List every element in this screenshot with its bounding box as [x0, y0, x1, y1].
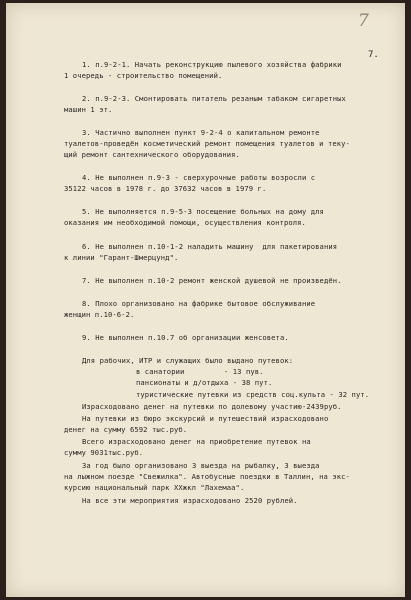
item-1-line-2: 1 очередь - строительство помещений. [64, 71, 223, 80]
paragraph-total-line-1: Всего израсходовано денег на приобретение путевок на [82, 437, 311, 446]
item-4-line-2: 35122 часов в 1978 г. до 37632 часов в 1979 г. [64, 184, 267, 193]
paragraph-shared-cost: Израсходовано денег на путевки по долевому участию-2439руб. [82, 402, 342, 411]
document-page [6, 3, 405, 597]
item-9-line-1: 9. Не выполнен п.10.7 об организации женсовета. [82, 333, 289, 342]
item-3-line-1: 3. Частично выполнен пункт 9-2-4 о капитальном ремонте [82, 128, 320, 137]
paragraph-bureau-line-2: денег на сумму 6592 тыс.руб. [64, 425, 188, 434]
voucher-row-sanatorium: в санатории - 13 пув. [136, 367, 264, 376]
item-4-line-1: 4. Не выполнен п.9-3 - сверхурочные работы возросли с [82, 173, 316, 182]
vouchers-intro: Для рабочих, ИТР и служащих было выдано путевок: [82, 356, 294, 365]
item-8-line-2: женщин п.10-6-2. [64, 310, 135, 319]
item-5-line-1: 5. Не выполняется п.9-5-3 посещение больных на дому для [82, 207, 324, 216]
item-1-line-1: 1. п.9-2-1. Начать реконструкцию пылевого хозяйства фабрики [82, 60, 342, 69]
item-3-line-2: туалетов-проведён косметический ремонт помещения туалетов и теку- [64, 139, 350, 148]
item-8-line-1: 8. Плохо организовано на фабрике бытовое обслуживание [82, 299, 316, 308]
paragraph-trips-line-3: курсию национальный парк XXжкл "Лахемаа". [64, 483, 245, 492]
item-3-line-3: щий ремонт сантехнического оборудования. [64, 150, 240, 159]
item-5-line-2: оказания им необходимой помощи, осуществления контроля. [64, 218, 306, 227]
handwritten-page-mark: 7 [358, 11, 369, 31]
page-number: 7. [368, 50, 379, 60]
item-7-line-1: 7. Не выполнен п.10-2 ремонт женской душевой не произведён. [82, 276, 342, 285]
paragraph-trips-line-1: За год было организовано 3 выезда на рыбалку, 3 выезда [82, 461, 320, 470]
item-6-line-1: 6. Не выполнен п.10-1-2 наладить машину для пакетирования [82, 242, 338, 251]
item-6-line-2: к линии "Гарант-Шмерцунд". [64, 253, 179, 262]
paragraph-bureau-line-1: На путевки из бюро экскурсий и путешествий израсходовано [82, 414, 329, 423]
voucher-row-tourist: туристические путевки из средств соц.культа - 32 пут. [136, 390, 370, 399]
item-2-line-2: машин 1 эт. [64, 105, 113, 114]
paragraph-events-total: На все эти мероприятия израсходовано 2520 рублей. [82, 496, 298, 505]
item-2-line-1: 2. п.9-2-3. Смонтировать питатель резаным табаком сигаретных [82, 94, 346, 103]
paragraph-trips-line-2: на лыжном поезде "Свежилка". Автобусные поездки в Таллин, на экс- [64, 472, 350, 481]
paragraph-total-line-2: сумму 9031тыс.руб. [64, 448, 144, 457]
voucher-row-pensions: пансионаты и д/отдыха - 38 пут. [136, 378, 273, 387]
